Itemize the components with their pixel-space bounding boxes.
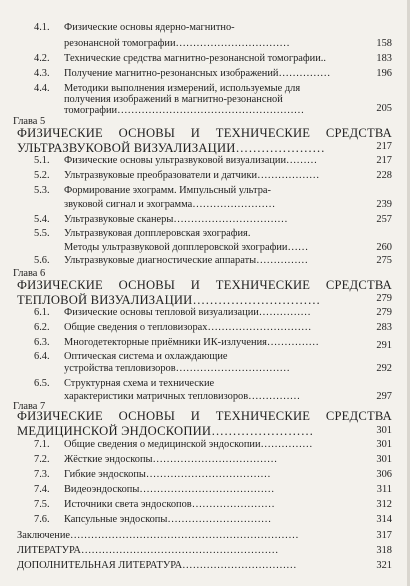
chapter-label: Глава 5 xyxy=(13,116,46,127)
page-number: 205 xyxy=(376,103,392,114)
section-title-line: характеристики матричных тепловизоров…………… xyxy=(64,391,301,402)
chapter-title-word: И xyxy=(190,409,201,423)
section-title-line: Ультразвуковые диагностические аппараты…………… xyxy=(64,255,309,266)
section-title-line: Общие сведения о тепловизорах………………………… xyxy=(64,322,312,333)
page-number: 291 xyxy=(376,340,392,351)
chapter-heading[interactable] xyxy=(17,126,392,156)
section-title-line: Видеоэндоскопы………………………………… xyxy=(64,484,275,495)
chapter-title-word: ФИЗИЧЕСКИЕ xyxy=(17,278,103,292)
section-number: 4.1. xyxy=(34,22,50,33)
section-number: 6.1. xyxy=(34,307,50,318)
section-number: 5.5. xyxy=(34,228,50,239)
section-title-line: Источники света эндоскопов…………………… xyxy=(64,499,275,510)
chapter-title-word: ТЕХНИЧЕСКИЕ xyxy=(215,409,311,423)
section-number: 5.2. xyxy=(34,170,50,181)
chapter-title-word: И xyxy=(190,126,201,140)
page-number: 239 xyxy=(376,199,392,210)
page-number: 260 xyxy=(376,242,392,253)
page-number: 311 xyxy=(376,484,392,495)
section-title-line: Жёсткие эндоскопы……………………………… xyxy=(64,454,278,465)
chapter-title-word: СРЕДСТВА xyxy=(325,278,392,292)
section-title-line: Физические основы ультразвуковой визуализации……… xyxy=(64,155,318,166)
section-title-line: Физические основы тепловой визуализации…………… xyxy=(64,307,311,318)
page-number: 183 xyxy=(376,53,392,64)
chapter-title-word: И xyxy=(190,278,201,292)
entry-title: Заключение………………………………………………………… xyxy=(17,530,299,541)
chapter-title-word: ФИЗИЧЕСКИЕ xyxy=(17,126,103,140)
section-title-line: Формирование эхограмм. Импульсный ультра- xyxy=(64,185,271,196)
section-number: 5.1. xyxy=(34,155,50,166)
page-number: 217 xyxy=(376,155,392,166)
section-title-line: Ультразвуковые преобразователи и датчики……………… xyxy=(64,170,320,181)
section-number: 6.5. xyxy=(34,378,50,389)
section-title-line: устройства тепловизоров…………………………… xyxy=(64,363,290,374)
section-number: 7.2. xyxy=(34,454,50,465)
page-number: 279 xyxy=(376,307,392,318)
section-title-line: Физические основы ядерно-магнитно- xyxy=(64,22,235,33)
page-number: 314 xyxy=(376,514,392,525)
section-number: 6.2. xyxy=(34,322,50,333)
page-number: 318 xyxy=(376,545,392,556)
page-number: 217 xyxy=(376,141,392,152)
section-title-line: Капсульные эндоскопы………………………… xyxy=(64,514,272,525)
section-title-line: Структурная схема и технические xyxy=(64,378,215,389)
chapter-label: Глава 7 xyxy=(13,401,46,412)
section-number: 7.1. xyxy=(34,439,50,450)
page-number: 158 xyxy=(376,38,392,49)
entry-title: ДОПОЛНИТЕЛЬНАЯ ЛИТЕРАТУРА…………………………… xyxy=(17,560,297,571)
section-number: 7.3. xyxy=(34,469,50,480)
chapter-label: Глава 6 xyxy=(13,268,46,279)
section-title-line: Многодетекторные приёмники ИК-излучения…………… xyxy=(64,337,319,348)
section-number: 7.6. xyxy=(34,514,50,525)
section-number: 5.6. xyxy=(34,255,50,266)
chapter-title-word: ТЕХНИЧЕСКИЕ xyxy=(215,278,311,292)
page-number: 228 xyxy=(376,170,392,181)
section-title-line: Ультразвуковые сканеры…………………………… xyxy=(64,214,288,225)
section-title-line: Методики выполнения измерений, используемые для xyxy=(64,83,301,94)
section-title-line: Общие сведения о медицинской эндоскопии…………… xyxy=(64,439,313,450)
page-number: 283 xyxy=(376,322,392,333)
chapter-title-line2: ТЕПЛОВОЙ ВИЗУАЛИЗАЦИИ………………………… xyxy=(17,293,321,307)
section-title-line: Гибкие эндоскопы……………………………… xyxy=(64,469,271,480)
section-number: 4.4. xyxy=(34,83,50,94)
entry-title: ЛИТЕРАТУРА………………………………………………… xyxy=(17,545,279,556)
chapter-title-word: ТЕХНИЧЕСКИЕ xyxy=(215,126,311,140)
chapter-title-line2: МЕДИЦИНСКОЙ ЭНДОСКОПИИ…………………… xyxy=(17,424,314,438)
page-number: 301 xyxy=(376,454,392,465)
chapter-title-word: СРЕДСТВА xyxy=(325,409,392,423)
page-number: 297 xyxy=(376,391,392,402)
page-number: 301 xyxy=(376,439,392,450)
chapter-title-word: ОСНОВЫ xyxy=(118,126,176,140)
section-title-line: Оптическая система и охлаждающие xyxy=(64,351,228,362)
chapter-title-word: СРЕДСТВА xyxy=(325,126,392,140)
section-number: 5.3. xyxy=(34,185,50,196)
chapter-title-line2: УЛЬТРАЗВУКОВОЙ ВИЗУАЛИЗАЦИИ………………… xyxy=(17,141,326,155)
chapter-heading[interactable] xyxy=(17,278,392,308)
page-number: 279 xyxy=(376,293,392,304)
section-number: 6.4. xyxy=(34,351,50,362)
page-number: 292 xyxy=(376,363,392,374)
section-number: 7.4. xyxy=(34,484,50,495)
page-number: 306 xyxy=(376,469,392,480)
section-title-line: получения изображений в магнитно-резонансной xyxy=(64,94,283,105)
chapter-title-word: ФИЗИЧЕСКИЕ xyxy=(17,409,103,423)
chapter-title-word: ОСНОВЫ xyxy=(118,278,176,292)
section-title-line: томографии……………………………………………… xyxy=(64,105,305,116)
page-number: 196 xyxy=(376,68,392,79)
section-title-line: Получение магнитно-резонансных изображений…………… xyxy=(64,68,331,79)
section-title-line: Методы ультразвуковой допплеровской эхографии…… xyxy=(64,242,309,253)
section-number: 6.3. xyxy=(34,337,50,348)
section-title-line: Технические средства магнитно-резонансной томографии.. xyxy=(64,53,326,64)
chapter-title-word: ОСНОВЫ xyxy=(118,409,176,423)
section-number: 4.2. xyxy=(34,53,50,64)
page-number: 321 xyxy=(376,560,392,571)
page-number: 301 xyxy=(376,425,392,436)
section-title-line: резонансной томографии…………………………… xyxy=(64,38,290,49)
page-number: 257 xyxy=(376,214,392,225)
page-number: 312 xyxy=(376,499,392,510)
page-number: 317 xyxy=(376,530,392,541)
chapter-heading[interactable] xyxy=(17,409,392,439)
page-number: 275 xyxy=(376,255,392,266)
section-title-line: Ультразвуковая допплеровская эхография. xyxy=(64,228,251,239)
section-number: 4.3. xyxy=(34,68,50,79)
section-number: 5.4. xyxy=(34,214,50,225)
section-title-line: звуковой сигнал и эхограмма…………………… xyxy=(64,199,276,210)
section-number: 7.5. xyxy=(34,499,50,510)
